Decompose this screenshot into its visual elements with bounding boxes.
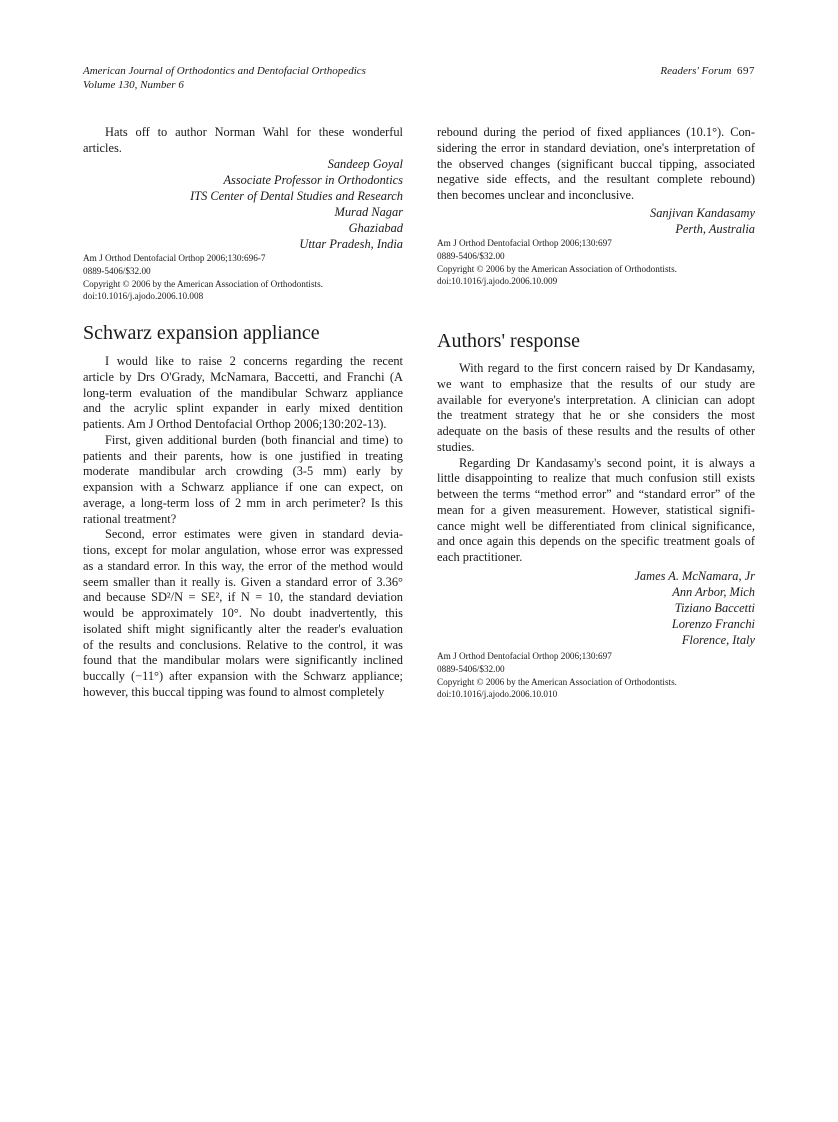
section-name: Readers' Forum (660, 65, 732, 77)
journal-title: American Journal of Orthodontics and Dentofacial Orthopedics (83, 65, 366, 77)
text-line: expansion with a Schwarz appliance if one can expect, on (83, 480, 403, 494)
running-header-right (660, 64, 755, 78)
text-line: Sandeep Goyal (327, 157, 403, 171)
text-line: Tiziano Baccetti (674, 601, 755, 615)
page-number: 697 (737, 65, 755, 77)
text-line: mean for a given measurement. However, statistical signifi- (437, 502, 755, 517)
text-line: doi:10.1016/j.ajodo.2006.10.008 (83, 291, 204, 302)
text-line: found that the mandibular molars were significantly inclined (83, 653, 403, 668)
response-citation (437, 650, 755, 701)
text-line: Copyright © 2006 by the American Association of Orthodontists. (437, 263, 677, 274)
text-line: patients. Am J Orthod Dentofacial Orthop 2006;130:202-13). (83, 417, 387, 431)
journal-volume: Volume 130, Number 6 (83, 79, 184, 91)
text-line: Copyright © 2006 by the American Association of Orthodontists. (437, 676, 677, 687)
letter1-body (83, 125, 403, 157)
text-line: negative side effects, and the resultant complete rebound) (437, 172, 755, 187)
text-line: 0889-5406/$32.00 (437, 250, 505, 261)
running-header-left (83, 64, 366, 92)
text-line: of the results and conclusions. Relative to the control, it was (83, 637, 403, 652)
text-line: we want to emphasize that the results of our study are (437, 376, 755, 391)
text-line: cance might well be differentiated from clinical significance, (437, 518, 755, 533)
text-line: adequate on the basis of these results and the results of other (437, 424, 755, 438)
text-line: Florence, Italy (681, 633, 755, 647)
text-line: James A. McNamara, Jr (634, 569, 755, 583)
text-line: seem smaller than it really is. Given a standard error of 3.36° (83, 574, 403, 589)
text-line: isolated shift might significantly alter the reader's evaluation (83, 621, 403, 636)
text-line: articles. (83, 140, 122, 155)
text-line: Am J Orthod Dentofacial Orthop 2006;130:696-7 (83, 253, 266, 263)
text-line: then becomes unclear and inconclusive. (437, 188, 635, 202)
text-line: rational treatment? (83, 511, 177, 526)
text-line: and the acrylic splint expander in early mixed dentition (83, 401, 403, 416)
letter1-citation (83, 252, 403, 303)
text-line: would be approximately 10°. No doubt inadvertently, this (83, 606, 403, 620)
text-line: long-term evaluation of the mandibular Schwarz appliance (83, 385, 403, 400)
text-line: and once again this depends on the specific treatment goals of (437, 534, 755, 549)
text-line: little disappointing to realize that much confusion still exists (437, 471, 755, 486)
text-line: buccally (−11°) after expansion with the Schwarz appliance; (83, 669, 403, 683)
text-line: Uttar Pradesh, India (299, 237, 403, 251)
text-line: average, a long-term loss of 2 mm in arch perimeter? Is this (83, 495, 403, 510)
text-line: studies. (437, 439, 475, 454)
text-line: rebound during the period of fixed appliances (10.1°). Con- (437, 125, 755, 139)
text-line: Sanjivan Kandasamy (650, 206, 755, 220)
text-line: With regard to the first concern raised by Dr Kandasamy, (459, 361, 755, 375)
text-line: Lorenzo Franchi (671, 617, 755, 631)
letter1-signature (83, 156, 403, 252)
text-line: tions, except for molar angulation, whose error was expressed (83, 543, 403, 557)
letter2-citation (437, 237, 755, 288)
text-line: article by Drs O'Grady, McNamara, Baccetti, and Franchi (A (83, 369, 403, 384)
letter2-signature (437, 205, 755, 237)
text-line: Copyright © 2006 by the American Association of Orthodontists. (83, 278, 323, 289)
text-line: and because SD²/N = SE², if N = 10, the standard deviation (83, 590, 403, 605)
text-line: however, this buccal tipping was found to almost completely (83, 684, 385, 699)
text-line: 0889-5406/$32.00 (437, 663, 505, 674)
text-line: Am J Orthod Dentofacial Orthop 2006;130:697 (437, 651, 612, 661)
text-line: as a standard error. In this way, the error of the method would (83, 558, 403, 573)
text-line: ITS Center of Dental Studies and Research (190, 189, 403, 203)
text-line: patients and their parents, how is one justified in treating (83, 448, 403, 463)
text-line: 0889-5406/$32.00 (83, 265, 151, 276)
text-line: doi:10.1016/j.ajodo.2006.10.010 (437, 689, 558, 700)
letter2-body-left (83, 354, 403, 701)
text-line: First, given additional burden (both financial and time) to (105, 432, 403, 447)
text-line: the observed changes (significant buccal tipping, associated (437, 156, 755, 171)
text-line: sidering the error in standard deviation, one's interpretation of (437, 140, 755, 155)
text-line: available for everyone's interpretation. A clinician can adopt (437, 392, 755, 407)
text-line: Associate Professor in Orthodontics (223, 173, 403, 187)
text-line: Regarding Dr Kandasamy's second point, it is always a (459, 455, 755, 470)
text-line: the treatment strategy that he or she considers the most (437, 408, 755, 423)
text-line: each practitioner. (437, 550, 523, 564)
text-line: doi:10.1016/j.ajodo.2006.10.009 (437, 276, 558, 287)
text-line: Hats off to author Norman Wahl for these wonderful (105, 125, 403, 139)
response-signature (437, 568, 755, 648)
response-title: Authors' response (437, 330, 581, 352)
text-line: Ghaziabad (348, 221, 403, 235)
text-line: I would like to raise 2 concerns regarding the recent (105, 354, 403, 368)
response-body (437, 361, 755, 566)
text-line: Perth, Australia (675, 222, 755, 236)
text-line: moderate mandibular arch crowding (3-5 mm) early by (83, 464, 403, 479)
text-line: Murad Nagar (334, 205, 403, 219)
text-line: Second, error estimates were given in standard devia- (105, 527, 403, 542)
text-line: between the terms “method error” and “standard error” of the (437, 487, 755, 501)
text-line: Am J Orthod Dentofacial Orthop 2006;130:697 (437, 238, 612, 248)
letter2-body-right (437, 125, 755, 204)
text-line: Ann Arbor, Mich (672, 585, 755, 599)
letter2-title: Schwarz expansion appliance (83, 322, 320, 344)
